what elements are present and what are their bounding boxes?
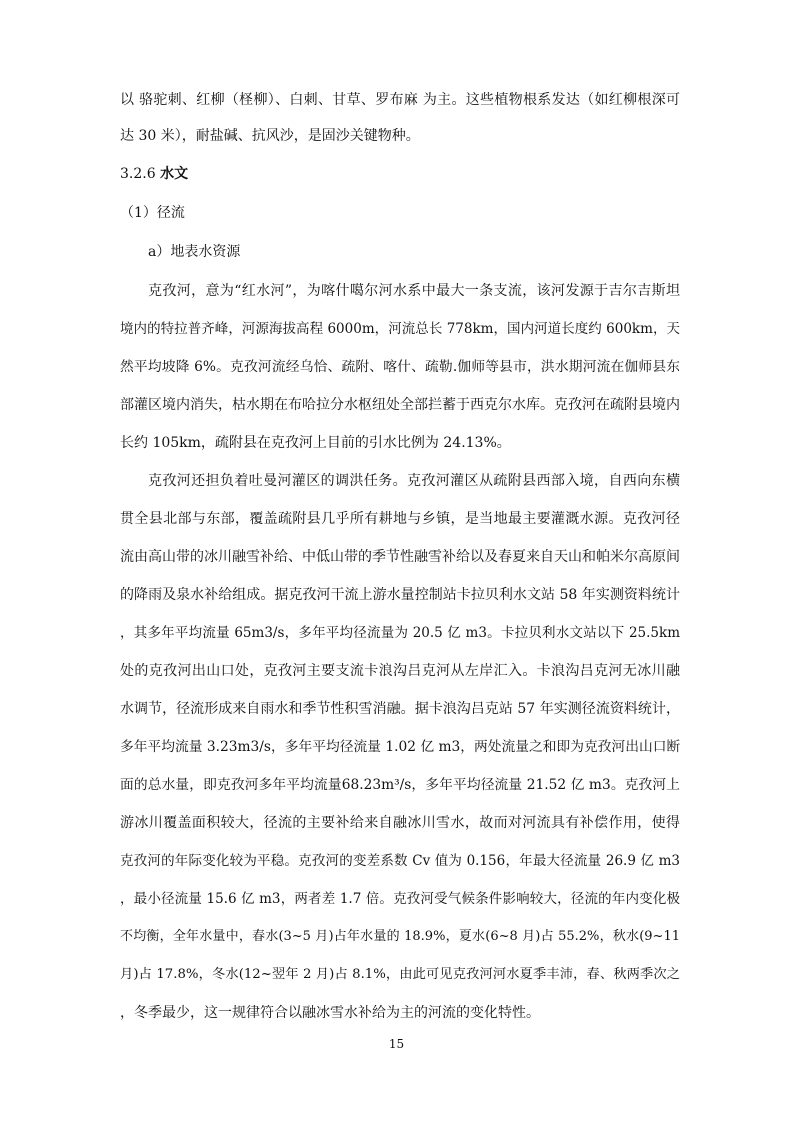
paragraph2-line-8: 多年平均流量 3.23m3/s，多年平均径流量 1.02 亿 m3，两处流量之和即为克孜河出山口断 [120, 739, 681, 755]
section-number: 3.2.6 [120, 166, 156, 182]
paragraph2-line-5: ，其多年平均流量 65m3/s，多年平均径流量为 20.5 亿 m3。卡拉贝利水文站以下 25.5km [120, 625, 680, 641]
intro-line-1: 以 骆驼刺、红柳（柽柳）、白刺、甘草、罗布麻 为主。这些植物根系发达（如红柳根深可 [120, 92, 680, 108]
paragraph1-line-5: 长约 105km，疏附县在克孜河上目前的引水比例为 24.13%。 [120, 435, 511, 451]
section-heading [120, 163, 188, 185]
section-title: 水文 [160, 166, 189, 182]
paragraph1-line-2: 境内的特拉普齐峰，河源海拔高程 6000m，河流总长 778km，国内河道长度约 600km，天 [120, 321, 680, 337]
paragraph2-line-9: 面的总水量，即克孜河多年平均流量68.23m³/s，多年平均径流量 21.52 亿 m3。克孜河上 [120, 777, 680, 793]
paragraph2-line-11: 克孜河的年际变化较为平稳。克孜河的变差系数 Cv 值为 0.156，年最大径流量 26.9 亿 m3 [120, 853, 680, 869]
intro-line-2: 达 30 米），耐盐碱、抗风沙，是固沙关键物种。 [120, 128, 420, 144]
paragraph2-line-10: 游冰川覆盖面积较大，径流的主要补给来自融冰川雪水，故而对河流具有补偿作用，使得 [120, 815, 680, 831]
paragraph2-line-12: ，最小径流量 15.6 亿 m3，两者差 1.7 倍。克孜河受气候条件影响较大，径流的年内变化极 [120, 891, 680, 907]
paragraph1-line-3: 然平均坡降 6%。克孜河流经乌恰、疏附、喀什、疏勒.伽师等县市，洪水期河流在伽师县东 [120, 359, 680, 375]
paragraph2-line-2: 贯全县北部与东部，覆盖疏附县几乎所有耕地与乡镇，是当地最主要灌溉水源。克孜河径 [120, 511, 680, 527]
paragraph2-line-6: 处的克孜河出山口处，克孜河主要支流卡浪沟吕克河从左岸汇入。卡浪沟吕克河无冰川融 [120, 663, 680, 679]
page-number: 15 [388, 1037, 405, 1051]
paragraph2-line-13: 不均衡，全年水量中，春水(3~5 月)占年水量的 18.9%，夏水(6~8 月)占 55.2%，秋水(9~11 [120, 929, 680, 944]
paragraph2-line-14: 月)占 17.8%，冬水(12~翌年 2 月)占 8.1%，由此可见克孜河河水夏季丰沛，春、秋两季次之 [120, 967, 680, 982]
paragraph1-line-1: 克孜河，意为“红水河”，为喀什噶尔河水系中最大一条支流，该河发源于吉尔吉斯坦 [148, 283, 680, 299]
subsubsection-heading: a）地表水资源 [148, 244, 241, 260]
paragraph2-line-15: ，冬季最少，这一规律符合以融冰雪水补给为主的河流的变化特性。 [120, 1005, 540, 1021]
paragraph1-line-4: 部灌区境内消失，枯水期在布哈拉分水枢纽处全部拦蓄于西克尔水库。克孜河在疏附县境内 [120, 397, 680, 413]
subsection-heading: （1）径流 [120, 205, 185, 221]
paragraph2-line-3: 流由高山带的冰川融雪补给、中低山带的季节性融雪补给以及春夏来自天山和帕米尔高原间 [120, 549, 680, 565]
paragraph2-line-1: 克孜河还担负着吐曼河灌区的调洪任务。克孜河灌区从疏附县西部入境，自西向东横 [148, 473, 680, 489]
paragraph2-line-4: 的降雨及泉水补给组成。据克孜河干流上游水量控制站卡拉贝利水文站 58 年实测资料统计 [120, 587, 680, 603]
paragraph2-line-7: 水调节，径流形成来自雨水和季节性积雪消融。据卡浪沟吕克站 57 年实测径流资料统计， [120, 701, 680, 717]
